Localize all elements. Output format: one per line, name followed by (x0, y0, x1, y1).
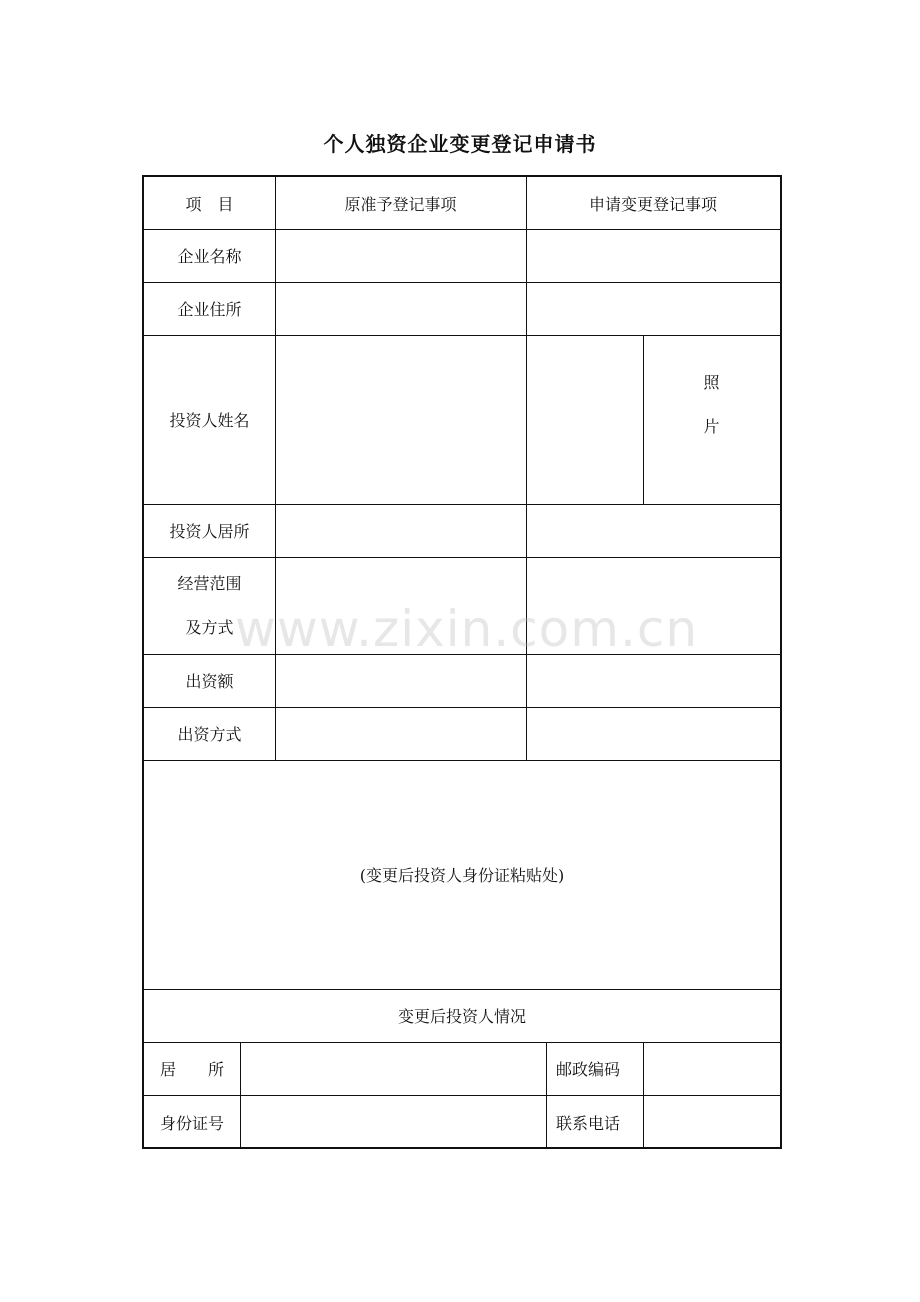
label-enterprise-name: 企业名称 (177, 247, 242, 266)
label-residence: 居 所 (160, 1060, 225, 1079)
investor-name-original-field[interactable] (275, 335, 526, 504)
label-enterprise-address: 企业住所 (177, 300, 242, 319)
post-change-section-heading: 变更后投资人情况 (397, 1007, 526, 1026)
investor-residence-requested-field[interactable] (526, 504, 780, 557)
photo-label-1: 照 (703, 372, 720, 392)
photo-box (643, 335, 780, 504)
header-requested: 申请变更登记事项 (588, 194, 717, 214)
investor-name-requested-field[interactable] (526, 335, 643, 504)
label-phone: 联系电话 (556, 1113, 621, 1133)
enterprise-address-original-field[interactable] (275, 282, 526, 335)
capital-amount-original-field[interactable] (275, 654, 526, 707)
header-item: 项 目 (185, 194, 234, 214)
photo-label-2: 片 (703, 416, 720, 436)
label-postal-code: 邮政编码 (556, 1060, 621, 1079)
watermark: www.zixin.com.cn (235, 600, 699, 658)
business-scope-requested-field[interactable] (526, 557, 780, 654)
label-capital-amount: 出资额 (185, 672, 234, 691)
label-investor-name: 投资人姓名 (169, 411, 250, 430)
application-form-table (142, 175, 782, 1149)
business-scope-line-2: 及方式 (185, 617, 234, 637)
label-capital-method: 出资方式 (177, 725, 242, 744)
residence-field[interactable] (240, 1042, 546, 1095)
label-investor-residence: 投资人居所 (169, 522, 250, 541)
enterprise-address-requested-field[interactable] (526, 282, 780, 335)
capital-method-requested-field[interactable] (526, 707, 780, 760)
investor-residence-original-field[interactable] (275, 504, 526, 557)
document-title: 个人独资企业变更登记申请书 (323, 132, 597, 156)
header-original: 原准予登记事项 (344, 194, 457, 214)
phone-field[interactable] (643, 1095, 780, 1149)
capital-method-original-field[interactable] (275, 707, 526, 760)
business-scope-original-field[interactable] (275, 557, 526, 654)
label-id-number: 身份证号 (160, 1113, 225, 1133)
business-scope-line-1: 经营范围 (177, 573, 242, 593)
label-business-scope (144, 557, 275, 654)
postal-code-field[interactable] (643, 1042, 780, 1095)
enterprise-name-original-field[interactable] (275, 229, 526, 282)
id-number-field[interactable] (240, 1095, 546, 1149)
enterprise-name-requested-field[interactable] (526, 229, 780, 282)
capital-amount-requested-field[interactable] (526, 654, 780, 707)
id-card-paste-area: (变更后投资人身份证粘贴处) (359, 866, 565, 885)
